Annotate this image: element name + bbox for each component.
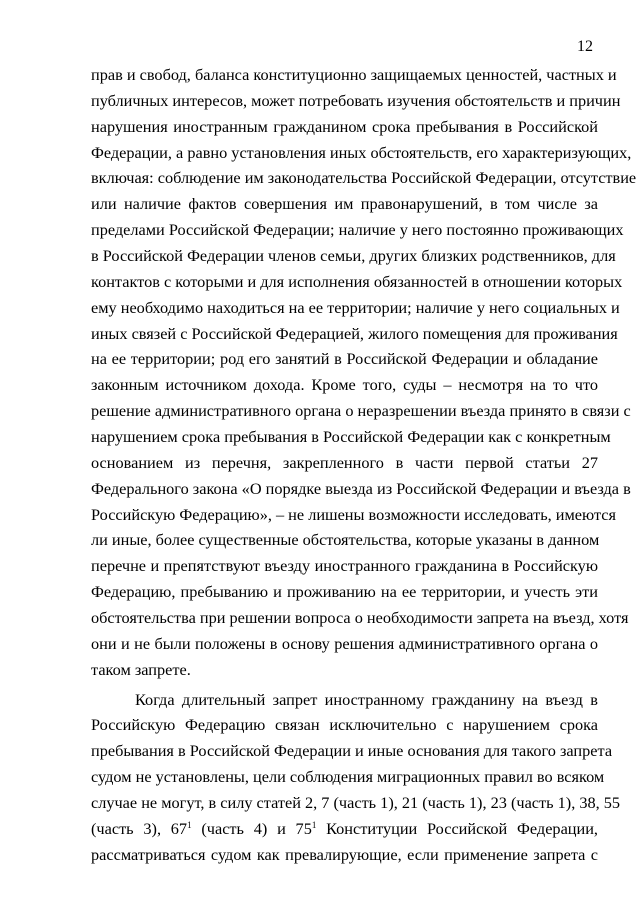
- text-line: случае не могут, в силу статей 2, 7 (часть 1), 21 (часть 1), 23 (часть 1), 38, 55: [91, 793, 621, 813]
- text-line: в Российской Федерации членов семьи, других близких родственников, для: [91, 246, 616, 266]
- text-line: законным источником дохода. Кроме того, суды – несмотря на то что: [91, 375, 598, 395]
- text-line: контактов с которыми и для исполнения обязанностей в отношении которых: [91, 271, 623, 291]
- text-line: решение административного органа о неразрешении въезда принято в связи с: [91, 401, 631, 421]
- text-line: Российскую Федерацию связан исключительно с нарушением срока: [91, 715, 598, 735]
- text-line-with-superscripts: [91, 816, 598, 842]
- text-line: пределами Российской Федерации; наличие у него постоянно проживающих: [91, 220, 624, 240]
- body-text: [91, 62, 637, 868]
- page-number: 12: [577, 38, 593, 55]
- text-line: ли иные, более существенные обстоятельства, которые указаны в данном: [91, 530, 600, 550]
- text-line: Федерального закона «О порядке выезда из Российской Федерации и въезда в: [91, 478, 631, 498]
- text-line: основанием из перечня, закрепленного в части первой статьи 27: [91, 452, 598, 472]
- text-line: прав и свобод, баланса конституционно защищаемых ценностей, частных и: [91, 65, 617, 84]
- line-segment: (часть 4) и 75: [191, 818, 312, 838]
- text-line: включая: соблюдение им законодательства Российской Федерации, отсутствие: [91, 168, 637, 188]
- line-segment: Конституции Российской Федерации,: [316, 818, 598, 838]
- text-line: они и не были положены в основу решения административного органа о: [91, 633, 598, 653]
- line-segment: (часть 3), 67: [91, 818, 188, 838]
- superscript: 1: [187, 819, 192, 830]
- paragraph-2: [91, 687, 621, 868]
- text-line: нарушения иностранным гражданином срока пребывания в Российской: [91, 116, 598, 136]
- text-line: на ее территории; род его занятий в Российской Федерации и обладание: [91, 349, 598, 369]
- text-line: рассматриваться судом как превалирующие, если применение запрета с: [91, 844, 598, 864]
- text-line: иных связей с Российской Федерацией, жилого помещения для проживания: [91, 323, 618, 343]
- text-line: ему необходимо находиться на ее территории; наличие у него социальных и: [91, 297, 620, 317]
- text-line: обстоятельства при решении вопроса о необходимости запрета на въезд, хотя: [91, 608, 629, 628]
- text-line: Федерацию, пребыванию и проживанию на ее территории, и учесть эти: [91, 582, 598, 602]
- paragraph-1: [91, 62, 637, 683]
- text-line: публичных интересов, может потребовать изучения обстоятельств и причин: [91, 90, 621, 110]
- text-line: Когда длительный запрет иностранному гражданину на въезд в: [135, 689, 598, 709]
- text-line: таком запрете.: [91, 659, 191, 679]
- text-line: Российскую Федерацию», – не лишены возможности исследовать, имеются: [91, 504, 617, 524]
- superscript: 1: [311, 819, 317, 830]
- text-line: перечне и препятствуют въезду иностранного гражданина в Российскую: [91, 556, 598, 576]
- text-line: или наличие фактов совершения им правонарушений, в том числе за: [91, 194, 598, 214]
- text-line: пребывания в Российской Федерации и иные основания для такого запрета: [91, 741, 613, 761]
- text-line: Федерации, а равно установления иных обстоятельств, его характеризующих,: [91, 142, 632, 162]
- text-line: судом не установлены, цели соблюдения миграционных правил во всяком: [91, 767, 605, 787]
- text-line: нарушением срока пребывания в Российской Федерации как с конкретным: [91, 427, 611, 447]
